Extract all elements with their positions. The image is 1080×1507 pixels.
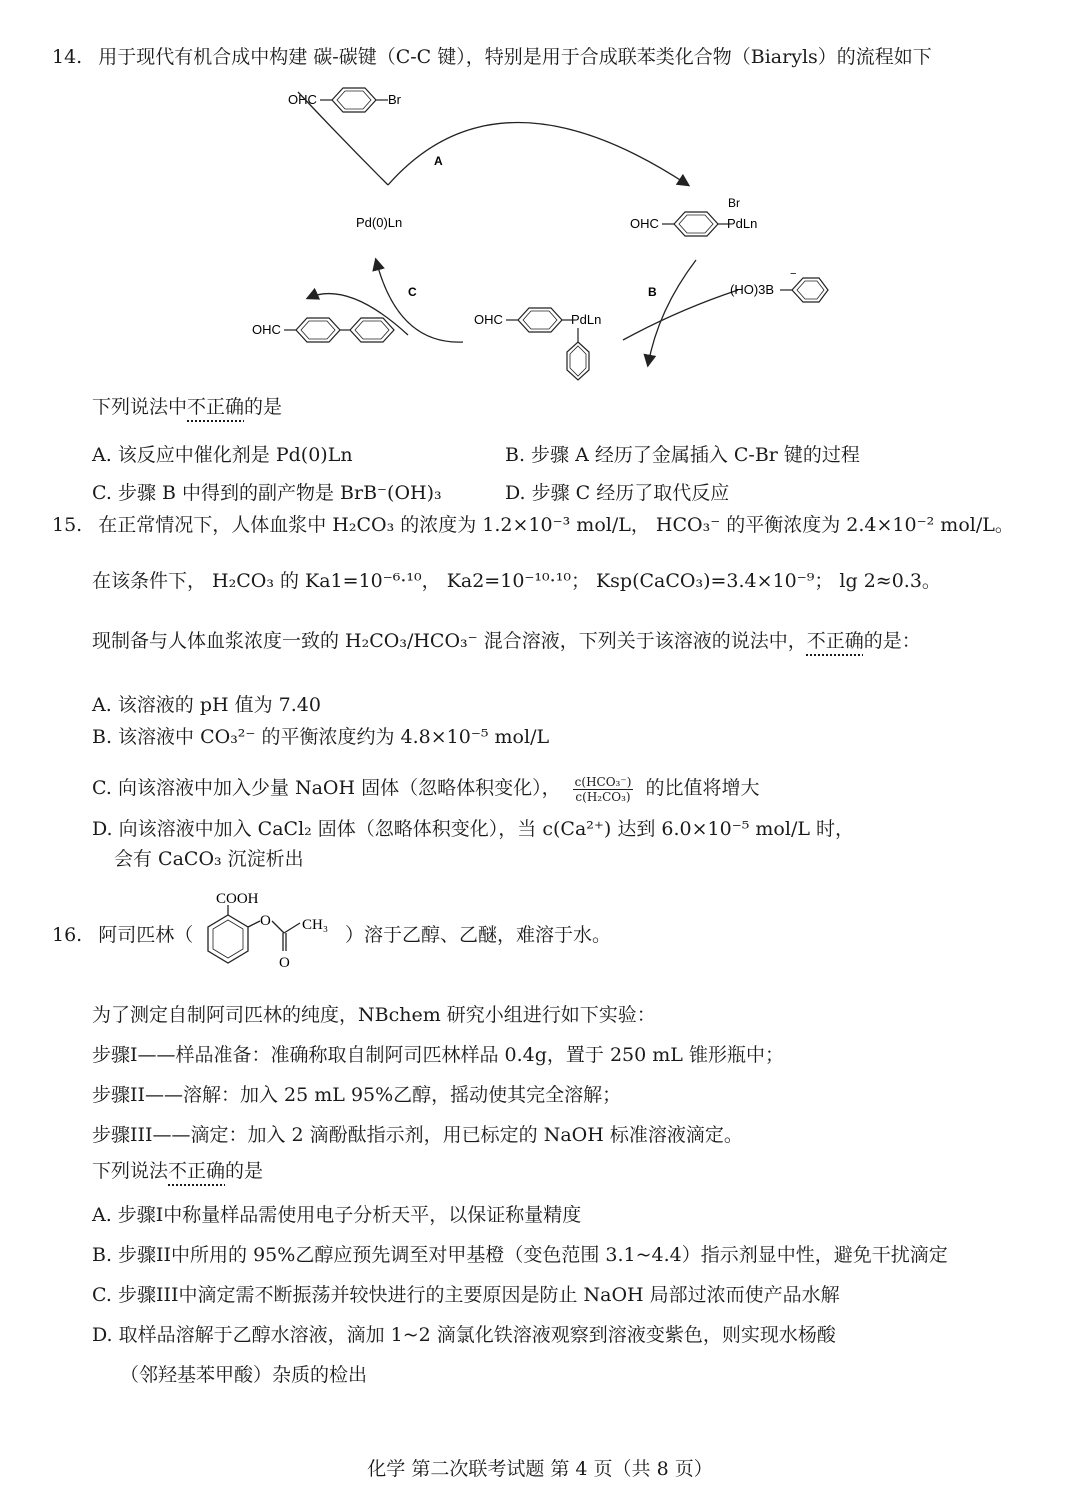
boronate-reagent bbox=[730, 268, 828, 302]
carbonyl-o-label: O bbox=[279, 955, 290, 971]
q16-step1: 步骤I——样品准备：准确称取自制阿司匹林样品 0.4g，置于 250 mL 锥形瓶中； bbox=[92, 1044, 784, 1066]
ratio-numerator: c(HCO₃⁻) bbox=[574, 774, 632, 789]
q15-stem bbox=[52, 512, 1014, 538]
benzene-ring-icon bbox=[674, 212, 718, 236]
ch3-label: CH₃ bbox=[302, 917, 329, 933]
benzene-ring-icon bbox=[296, 318, 340, 342]
q16-step3: 步骤III——滴定：加入 2 滴酚酞指示剂，用已标定的 NaOH 标准溶液滴定。 bbox=[92, 1124, 743, 1146]
arc-step-b bbox=[648, 260, 696, 365]
q14-prompt bbox=[92, 394, 282, 420]
product-ohc-label: OHC bbox=[252, 322, 281, 337]
benzene-ring-icon bbox=[332, 88, 376, 112]
q16-option-c: C. 步骤III中滴定需不断振荡并较快进行的主要原因是防止 NaOH 局部过浓而使产品水解 bbox=[92, 1284, 840, 1306]
q14-prompt-suffix: 的是 bbox=[244, 396, 283, 418]
benzene-ring-icon bbox=[518, 308, 562, 332]
page-footer: 化学 第二次联考试题 第 4 页（共 8 页） bbox=[367, 1458, 713, 1480]
q14-option-a: A. 该反应中催化剂是 Pd(0)Ln bbox=[92, 444, 353, 466]
arc-step-a bbox=[388, 123, 688, 186]
boronate-charge: − bbox=[790, 268, 797, 280]
q16-option-b: B. 步骤II中所用的 95%乙醇应预先调至对甲基橙（变色范围 3.1~4.4）指示剂显中性，避免干扰滴定 bbox=[92, 1244, 948, 1266]
q15-line1: 在正常情况下，人体血浆中 H₂CO₃ 的浓度为 1.2×10⁻³ mol/L， HCO₃⁻ 的平衡浓度为 2.4×10⁻² mol/L。 bbox=[98, 514, 1014, 536]
q16-step2: 步骤II——溶解：加入 25 mL 95%乙醇，摇动使其完全溶解； bbox=[92, 1084, 622, 1106]
catalyst-label: Pd(0)Ln bbox=[356, 215, 403, 230]
q15-line2: 在该条件下， H₂CO₃ 的 Ka1=10⁻⁶·¹⁰， Ka2=10⁻¹⁰·¹⁰； Ksp(CaCO₃)=3.4×10⁻⁹； lg 2≈0.3。 bbox=[92, 570, 941, 592]
q16-name-prefix: 阿司匹林（ bbox=[98, 924, 194, 946]
q14-stem bbox=[52, 44, 932, 70]
q15-option-c bbox=[92, 770, 759, 806]
q16-prompt-suffix: 的是 bbox=[225, 1160, 264, 1182]
top-br-label: Br bbox=[388, 92, 401, 107]
intermediate-1 bbox=[630, 196, 757, 236]
q14-option-c: C. 步骤 B 中得到的副产物是 BrB⁻(OH)₃ bbox=[92, 482, 442, 504]
q15-option-a: A. 该溶液的 pH 值为 7.40 bbox=[92, 694, 321, 716]
q15-option-c-prefix: C. 向该溶液中加入少量 NaOH 固体（忽略体积变化）， bbox=[92, 777, 561, 799]
ester-o-label: O bbox=[260, 913, 271, 929]
biphenyl-product bbox=[252, 318, 394, 342]
q15-line3 bbox=[92, 628, 921, 654]
q14-option-d: D. 步骤 C 经历了取代反应 bbox=[505, 482, 730, 504]
step-b-label: B bbox=[648, 285, 657, 299]
q16-prompt-emphasis: 不正确 bbox=[168, 1160, 226, 1182]
q14-prompt-prefix: 下列说法中 bbox=[92, 396, 188, 418]
q15-line3-prefix: 现制备与人体血浆浓度一致的 H₂CO₃/HCO₃⁻ 混合溶液，下列关于该溶液的说法中， bbox=[92, 630, 807, 652]
q15-line3-suffix: 的是： bbox=[863, 630, 921, 652]
int1-pd-label: PdLn bbox=[727, 216, 758, 231]
step-c-label: C bbox=[408, 285, 417, 299]
int1-br-label: Br bbox=[728, 196, 740, 210]
q15-option-c-suffix: 的比值将增大 bbox=[645, 777, 760, 799]
q15-option-d-line1: D. 向该溶液中加入 CaCl₂ 固体（忽略体积变化），当 c(Ca²⁺) 达到 6.0×10⁻⁵ mol/L 时， bbox=[92, 818, 854, 840]
intermediate-2 bbox=[474, 308, 601, 380]
boronate-label: (HO)3B bbox=[730, 282, 775, 297]
benzene-ring-icon bbox=[208, 915, 248, 963]
q16-intro: 为了测定自制阿司匹林的纯度，NBchem 研究小组进行如下实验： bbox=[92, 1004, 656, 1026]
arc-branch-b bbox=[623, 290, 738, 340]
aspirin-structure bbox=[190, 885, 340, 975]
top-ohc-label: OHC bbox=[288, 92, 317, 107]
int2-pd-label: PdLn bbox=[571, 312, 602, 327]
q14-stem-text: 用于现代有机合成中构建 碳-碳键（C-C 键），特别是用于合成联苯类化合物（Biaryls）的流程如下 bbox=[98, 46, 932, 68]
q16-option-d-line2: （邻羟基苯甲酸）杂质的检出 bbox=[120, 1364, 368, 1386]
q16-option-a: A. 步骤I中称量样品需使用电子分析天平，以保证称量精度 bbox=[92, 1204, 582, 1226]
suzuki-cycle-diagram bbox=[248, 80, 833, 385]
q16-option-d-line1: D. 取样品溶解于乙醇水溶液，滴加 1~2 滴氯化铁溶液观察到溶液变紫色，则实现水杨酸 bbox=[92, 1324, 836, 1346]
step-a-label: A bbox=[434, 154, 443, 168]
q16-prompt-prefix: 下列说法 bbox=[92, 1160, 169, 1182]
ratio-fraction bbox=[573, 775, 634, 804]
q16-stem bbox=[52, 922, 193, 948]
q14-number: 14. bbox=[52, 46, 83, 68]
q14-prompt-emphasis: 不正确 bbox=[187, 396, 245, 418]
cooh-label: COOH bbox=[216, 891, 259, 907]
q15-option-d-line2: 会有 CaCO₃ 沉淀析出 bbox=[114, 848, 304, 870]
q16-name-suffix: ）溶于乙醇、乙醚，难溶于水。 bbox=[345, 924, 612, 946]
q14-option-b: B. 步骤 A 经历了金属插入 C-Br 键的过程 bbox=[505, 444, 860, 466]
q15-line3-emphasis: 不正确 bbox=[806, 630, 864, 652]
q15-number: 15. bbox=[52, 514, 83, 536]
benzene-ring-icon bbox=[350, 318, 394, 342]
int2-ohc-label: OHC bbox=[474, 312, 503, 327]
arc-entry-a bbox=[298, 92, 388, 185]
int1-ohc-label: OHC bbox=[630, 216, 659, 231]
q16-prompt bbox=[92, 1158, 263, 1184]
ratio-denominator: c(H₂CO₃) bbox=[575, 789, 631, 804]
q16-number: 16. bbox=[52, 924, 83, 946]
q15-option-b: B. 该溶液中 CO₃²⁻ 的平衡浓度约为 4.8×10⁻⁵ mol/L bbox=[92, 726, 550, 748]
